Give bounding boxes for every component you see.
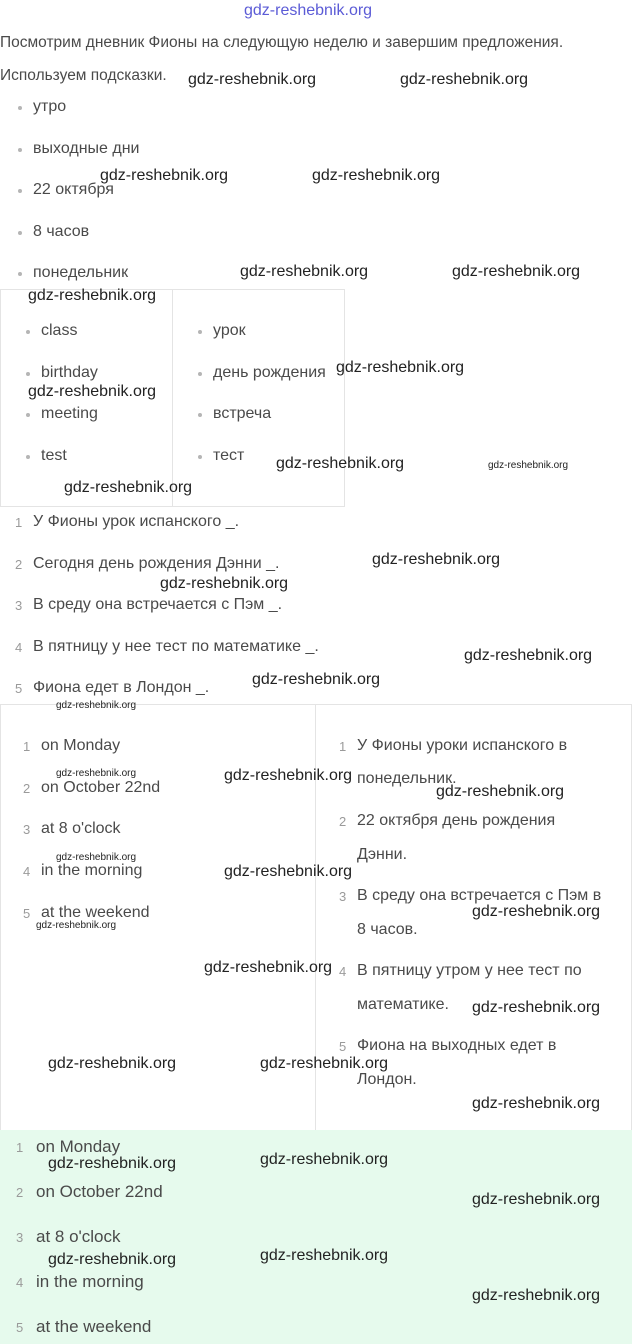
- answer-ru-line: Дэнни.: [357, 846, 408, 863]
- watermark: gdz-reshebnik.org: [48, 1251, 177, 1268]
- watermark: gdz-reshebnik.org: [56, 852, 137, 863]
- item-number: 3: [15, 598, 23, 613]
- item-number: 4: [23, 864, 31, 879]
- item-number: 1: [339, 739, 347, 754]
- answer-en: at the weekend: [41, 904, 150, 921]
- watermark: gdz-reshebnik.org: [188, 71, 317, 88]
- vocab-en-item: birthday: [41, 364, 98, 381]
- watermark: gdz-reshebnik.org: [276, 455, 405, 472]
- item-number: 2: [16, 1185, 24, 1200]
- item-number: 3: [23, 822, 31, 837]
- answer-ru-line: 8 часов.: [357, 921, 418, 938]
- final-answer: at 8 o'clock: [36, 1227, 121, 1246]
- answer-ru-line: математике.: [357, 996, 449, 1013]
- watermark: gdz-reshebnik.org: [100, 167, 229, 184]
- watermark: gdz-reshebnik.org: [452, 263, 581, 280]
- item-number: 5: [339, 1039, 347, 1054]
- watermark: gdz-reshebnik.org: [224, 767, 353, 784]
- watermark: gdz-reshebnik.org: [48, 1155, 177, 1172]
- sentence: В среду она встречается с Пэм _.: [33, 596, 283, 613]
- item-number: 2: [339, 814, 347, 829]
- bullet-icon: [18, 106, 22, 110]
- item-number: 1: [15, 515, 23, 530]
- vocab-ru-item: урок: [213, 322, 246, 339]
- answer-ru-line: В пятницу утром у нее тест по: [357, 962, 582, 979]
- bullet-icon: [26, 413, 30, 417]
- vocab-en-item: class: [41, 322, 78, 339]
- bullet-icon: [18, 148, 22, 152]
- watermark: gdz-reshebnik.org: [56, 700, 137, 711]
- item-number: 2: [23, 781, 31, 796]
- watermark: gdz-reshebnik.org: [488, 460, 569, 471]
- final-answer: in the morning: [36, 1272, 144, 1291]
- watermark: gdz-reshebnik.org: [400, 71, 529, 88]
- item-number: 4: [16, 1275, 24, 1290]
- bullet-icon: [26, 372, 30, 376]
- list-item: понедельник: [33, 264, 129, 281]
- bullet-icon: [18, 272, 22, 276]
- vocab-en-item: test: [41, 447, 67, 464]
- answer-ru-line: Лондон.: [357, 1071, 417, 1088]
- list-item: утро: [33, 98, 67, 115]
- item-number: 1: [23, 739, 31, 754]
- item-number: 4: [15, 640, 23, 655]
- final-answer: on October 22nd: [36, 1182, 163, 1201]
- intro-text-line1: Посмотрим дневник Фионы на следующую неделю и завершим предложения.: [0, 34, 564, 51]
- answer-en: in the morning: [41, 862, 143, 879]
- final-answer: on Monday: [36, 1137, 121, 1156]
- watermark: gdz-reshebnik.org: [472, 1095, 601, 1112]
- watermark: gdz-reshebnik.org: [336, 359, 465, 376]
- answer-ru-line: Фиона на выходных едет в: [357, 1037, 557, 1054]
- answer-en: on Monday: [41, 737, 121, 754]
- item-number: 4: [339, 964, 347, 979]
- answer-ru-line: 22 октября день рождения: [357, 812, 556, 829]
- watermark: gdz-reshebnik.org: [464, 647, 593, 664]
- watermark: gdz-reshebnik.org: [312, 167, 441, 184]
- vocab-ru-item: тест: [213, 447, 245, 464]
- watermark: gdz-reshebnik.org: [48, 1055, 177, 1072]
- watermark: gdz-reshebnik.org: [160, 575, 289, 592]
- watermark: gdz-reshebnik.org: [204, 959, 333, 976]
- answer-ru-line: понедельник.: [357, 770, 457, 787]
- item-number: 3: [339, 889, 347, 904]
- watermark: gdz-reshebnik.org: [28, 287, 157, 304]
- vocab-en-item: meeting: [41, 405, 98, 422]
- bullet-icon: [26, 455, 30, 459]
- watermark: gdz-reshebnik.org: [224, 863, 353, 880]
- header-watermark: gdz-reshebnik.org: [244, 2, 373, 19]
- list-item: выходные дни: [33, 140, 140, 157]
- watermark: gdz-reshebnik.org: [260, 1247, 389, 1264]
- item-number: 5: [15, 681, 23, 696]
- answer-en: on October 22nd: [41, 779, 161, 796]
- item-number: 3: [16, 1230, 24, 1245]
- watermark: gdz-reshebnik.org: [252, 671, 381, 688]
- watermark: gdz-reshebnik.org: [472, 903, 601, 920]
- bullet-icon: [198, 330, 202, 334]
- bullet-icon: [26, 330, 30, 334]
- bullet-icon: [198, 413, 202, 417]
- bullet-icon: [18, 189, 22, 193]
- item-number: 1: [16, 1140, 24, 1155]
- watermark: gdz-reshebnik.org: [260, 1151, 389, 1168]
- list-item: 22 октября: [33, 181, 114, 198]
- vocab-table-divider: [172, 289, 173, 507]
- bullet-icon: [198, 455, 202, 459]
- watermark: gdz-reshebnik.org: [260, 1055, 389, 1072]
- item-number: 2: [15, 557, 23, 572]
- vocab-ru-item: встреча: [213, 405, 272, 422]
- list-item: 8 часов: [33, 223, 90, 240]
- item-number: 5: [16, 1320, 24, 1335]
- watermark: gdz-reshebnik.org: [64, 479, 193, 496]
- watermark: gdz-reshebnik.org: [436, 783, 565, 800]
- answer-en: at 8 o'clock: [41, 820, 121, 837]
- answer-ru-line: У Фионы уроки испанского в: [357, 737, 568, 754]
- watermark: gdz-reshebnik.org: [472, 999, 601, 1016]
- bullet-icon: [18, 231, 22, 235]
- watermark: gdz-reshebnik.org: [372, 551, 501, 568]
- sentence: Фиона едет в Лондон _.: [33, 679, 210, 696]
- watermark: gdz-reshebnik.org: [56, 768, 137, 779]
- item-number: 5: [23, 906, 31, 921]
- sentence: В пятницу у нее тест по математике _.: [33, 638, 319, 655]
- watermark: gdz-reshebnik.org: [240, 263, 369, 280]
- sentence: У Фионы урок испанского _.: [33, 513, 240, 530]
- watermark: gdz-reshebnik.org: [28, 383, 157, 400]
- watermark: gdz-reshebnik.org: [472, 1287, 601, 1304]
- sentence: Сегодня день рождения Дэнни _.: [33, 555, 280, 572]
- vocab-ru-item: день рождения: [213, 364, 326, 381]
- answer-ru-line: В среду она встречается с Пэм в: [357, 887, 602, 904]
- bullet-icon: [198, 372, 202, 376]
- watermark: gdz-reshebnik.org: [472, 1191, 601, 1208]
- watermark: gdz-reshebnik.org: [36, 920, 117, 931]
- final-answer: at the weekend: [36, 1317, 152, 1336]
- intro-text-line2: Используем подсказки.: [0, 67, 167, 84]
